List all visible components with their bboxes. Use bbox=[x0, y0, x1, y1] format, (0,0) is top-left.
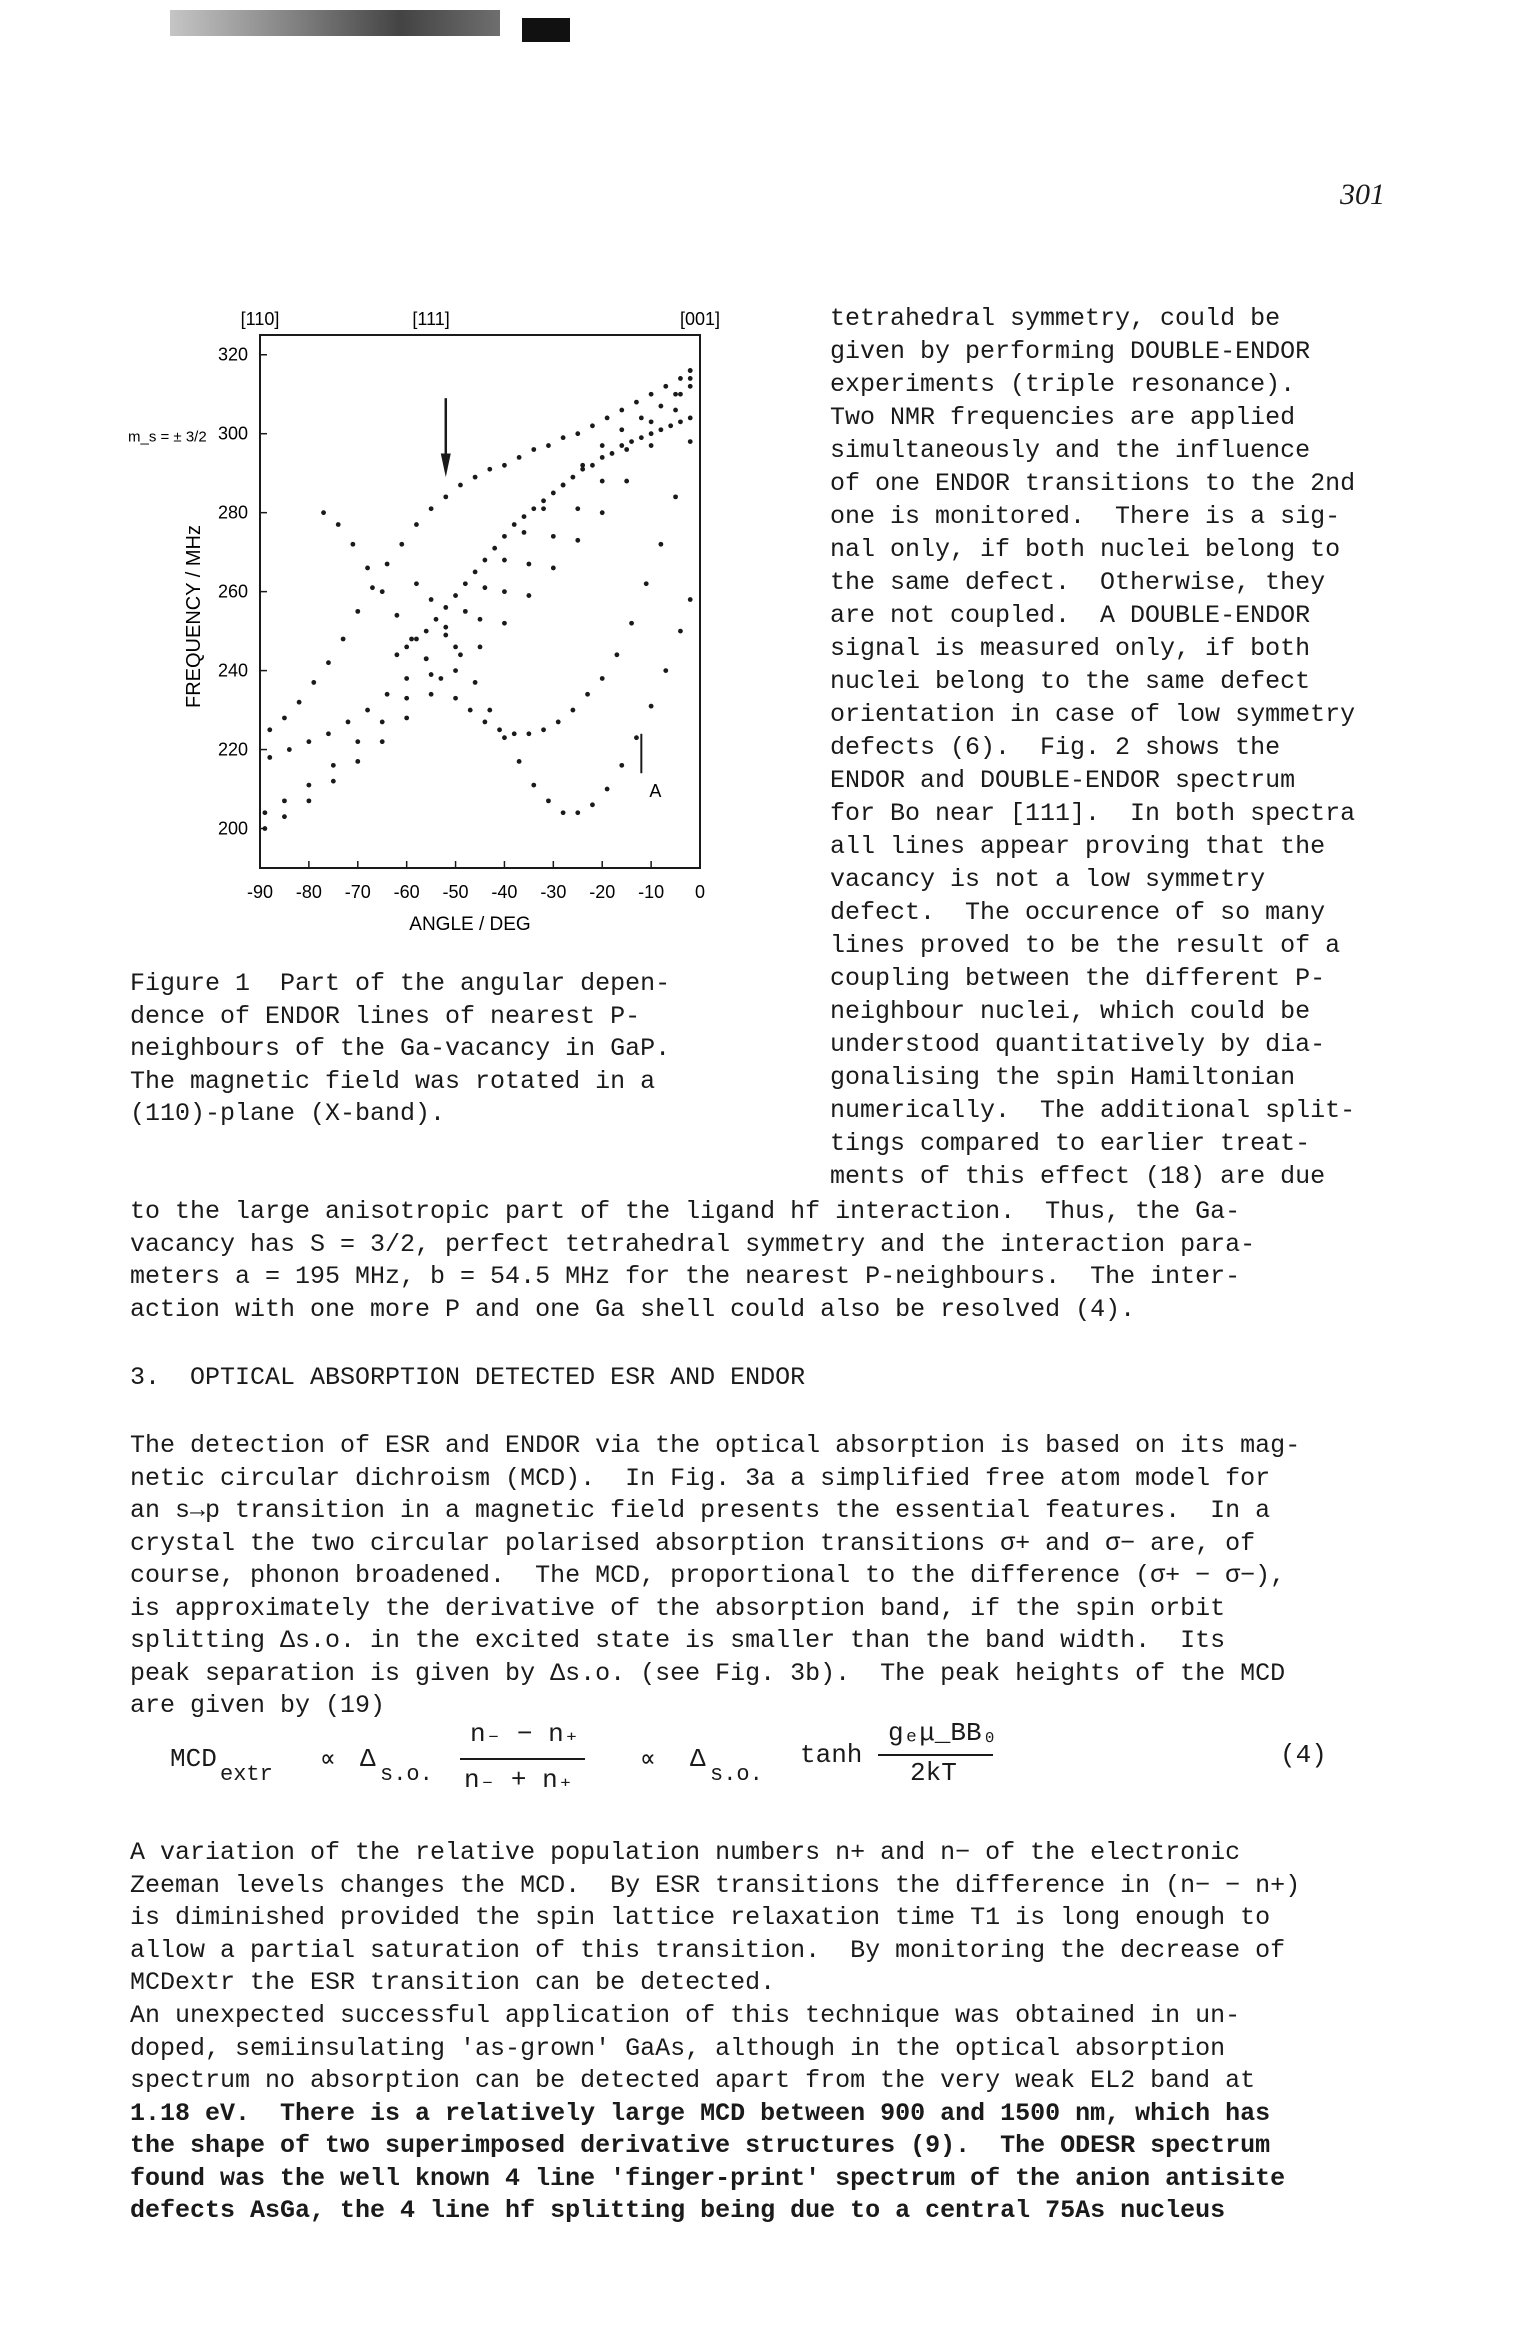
data-point bbox=[561, 435, 566, 440]
data-point bbox=[282, 716, 287, 721]
data-point bbox=[600, 676, 605, 681]
y-tick-label: 300 bbox=[217, 423, 248, 444]
text-line: defect. The occurence of so many bbox=[830, 898, 1326, 927]
section3-paragraph-1 bbox=[130, 1430, 1430, 1723]
eq-lhs-sub: extr bbox=[220, 1762, 273, 1787]
data-point bbox=[629, 621, 634, 626]
crystal-direction-label: [111] bbox=[412, 309, 450, 329]
data-point bbox=[355, 609, 360, 614]
data-point bbox=[492, 546, 497, 551]
data-point bbox=[502, 621, 507, 626]
data-point bbox=[429, 597, 434, 602]
page-number: 301 bbox=[1340, 178, 1385, 211]
data-point bbox=[639, 435, 644, 440]
text-line: course, phonon broadened. The MCD, proportional to the difference (σ+ − σ−), bbox=[130, 1561, 1286, 1590]
data-point bbox=[658, 542, 663, 547]
text-line: lines proved to be the result of a bbox=[830, 931, 1341, 960]
ms-label: m_s = ± 3/2 bbox=[128, 428, 207, 446]
data-point bbox=[678, 629, 683, 634]
data-point bbox=[297, 700, 302, 705]
figure-1 bbox=[100, 300, 740, 940]
data-point bbox=[487, 708, 492, 713]
arrow-head bbox=[441, 453, 451, 477]
data-point bbox=[551, 491, 556, 496]
data-point bbox=[414, 522, 419, 527]
eq-prop-1: ∝ bbox=[320, 1745, 336, 1775]
text-line: splitting Δs.o. in the excited state is smaller than the band width. Its bbox=[130, 1626, 1226, 1655]
data-point bbox=[522, 530, 527, 535]
data-point bbox=[634, 400, 639, 405]
text-line: netic circular dichroism (MCD). In Fig. 3a a simplified free atom model for bbox=[130, 1463, 1271, 1493]
data-point bbox=[429, 672, 434, 677]
data-point bbox=[512, 731, 517, 736]
data-point bbox=[326, 660, 331, 665]
eq-number: (4) bbox=[1280, 1740, 1327, 1770]
data-point bbox=[575, 506, 580, 511]
data-point bbox=[575, 810, 580, 815]
data-point bbox=[517, 455, 522, 460]
text-line: allow a partial saturation of this transition. By monitoring the decrease of bbox=[130, 1935, 1286, 1965]
text-line: The detection of ESR and ENDOR via the optical absorption is based on its mag- bbox=[130, 1431, 1301, 1460]
data-point bbox=[497, 727, 502, 732]
eq-tanh: tanh bbox=[800, 1740, 863, 1770]
text-line: doped, semiinsulating 'as-grown' GaAs, although in the optical absorption bbox=[130, 2033, 1226, 2063]
data-point bbox=[438, 676, 443, 681]
data-point bbox=[590, 423, 595, 428]
data-point bbox=[380, 589, 385, 594]
text-line: one is monitored. There is a sig- bbox=[830, 502, 1341, 531]
data-point bbox=[394, 613, 399, 618]
text-line: given by performing DOUBLE-ENDOR bbox=[830, 337, 1311, 366]
data-point bbox=[649, 392, 654, 397]
data-point bbox=[688, 597, 693, 602]
data-point bbox=[458, 652, 463, 657]
text-line: is diminished provided the spin lattice relaxation time T1 is long enough to bbox=[130, 1903, 1271, 1932]
data-point bbox=[619, 408, 624, 413]
data-point bbox=[311, 680, 316, 685]
eq-delta-1: Δ bbox=[360, 1744, 376, 1774]
data-point bbox=[600, 479, 605, 484]
y-tick-label: 280 bbox=[217, 502, 248, 523]
text-line: vacancy has S = 3/2, perfect tetrahedral symmetry and the interaction para- bbox=[130, 1229, 1256, 1259]
data-point bbox=[326, 731, 331, 736]
eq-prop-2: ∝ bbox=[640, 1745, 656, 1775]
data-point bbox=[531, 783, 536, 788]
caption-line: dence of ENDOR lines of nearest P- bbox=[130, 1001, 641, 1031]
x-tick-label: -20 bbox=[589, 882, 616, 902]
eq-delta-2-sub: s.o. bbox=[710, 1762, 763, 1787]
y-tick-label: 320 bbox=[217, 344, 248, 365]
data-point bbox=[482, 558, 487, 563]
crystal-direction-label: [110] bbox=[240, 309, 280, 329]
data-point bbox=[394, 652, 399, 657]
data-point bbox=[424, 629, 429, 634]
data-point bbox=[385, 562, 390, 567]
eq-lhs: MCD bbox=[170, 1744, 217, 1774]
text-line: for Bo near [111]. In both spectra bbox=[830, 799, 1356, 828]
text-line: the shape of two superimposed derivative structures (9). The ODESR spectrum bbox=[130, 2131, 1271, 2160]
data-point bbox=[649, 443, 654, 448]
data-point bbox=[443, 633, 448, 638]
marker-a-label: A bbox=[649, 780, 662, 801]
text-line: orientation in case of low symmetry bbox=[830, 700, 1356, 729]
text-line: tetrahedral symmetry, could be bbox=[830, 304, 1281, 333]
data-point bbox=[404, 716, 409, 721]
text-line: peak separation is given by Δs.o. (see Fig. 3b). The peak heights of the MCD bbox=[130, 1658, 1286, 1688]
data-point bbox=[541, 727, 546, 732]
data-point bbox=[663, 384, 668, 389]
data-point bbox=[678, 376, 683, 381]
y-tick-label: 260 bbox=[217, 581, 248, 602]
data-point bbox=[262, 826, 267, 831]
text-line: are not coupled. A DOUBLE-ENDOR bbox=[830, 601, 1311, 630]
text-line: ENDOR and DOUBLE-ENDOR spectrum bbox=[830, 766, 1296, 795]
eq-frac1-bar bbox=[460, 1758, 585, 1760]
section3-paragraph-3 bbox=[130, 2000, 1430, 2228]
data-point bbox=[502, 558, 507, 563]
data-point bbox=[590, 463, 595, 468]
caption-line: Figure 1 Part of the angular depen- bbox=[130, 969, 671, 998]
data-point bbox=[678, 419, 683, 424]
data-point bbox=[482, 585, 487, 590]
data-point bbox=[678, 392, 683, 397]
text-line: vacancy is not a low symmetry bbox=[830, 865, 1266, 894]
caption-line: (110)-plane (X-band). bbox=[130, 1099, 446, 1128]
y-tick-label: 220 bbox=[217, 739, 248, 760]
data-point bbox=[649, 704, 654, 709]
data-point bbox=[414, 581, 419, 586]
text-line: defects AsGa, the 4 line hf splitting being due to a central 75As nucleus bbox=[130, 2196, 1226, 2225]
text-line: neighbour nuclei, which could be bbox=[830, 997, 1311, 1026]
data-point bbox=[561, 483, 566, 488]
text-line: numerically. The additional split- bbox=[830, 1096, 1356, 1125]
data-point bbox=[561, 810, 566, 815]
data-point bbox=[443, 625, 448, 630]
data-point bbox=[629, 439, 634, 444]
data-point bbox=[380, 739, 385, 744]
data-point bbox=[502, 534, 507, 539]
data-point bbox=[619, 427, 624, 432]
data-point bbox=[287, 747, 292, 752]
data-point bbox=[331, 779, 336, 784]
data-point bbox=[575, 431, 580, 436]
text-line: MCDextr the ESR transition can be detected. bbox=[130, 1968, 776, 1997]
continuation-paragraph bbox=[130, 1196, 1430, 1326]
x-axis-label: ANGLE / DEG bbox=[409, 914, 531, 935]
figure-1-chart bbox=[100, 300, 740, 940]
text-line: are given by (19) bbox=[130, 1691, 386, 1720]
data-point bbox=[605, 416, 610, 421]
data-point bbox=[551, 534, 556, 539]
data-point bbox=[453, 668, 458, 673]
text-line: gonalising the spin Hamiltonian bbox=[830, 1063, 1296, 1092]
text-line: A variation of the relative population numbers n+ and n− of the electronic bbox=[130, 1838, 1241, 1867]
data-point bbox=[531, 447, 536, 452]
eq-frac1-denominator: n₋ + n₊ bbox=[464, 1765, 574, 1795]
text-line: Two NMR frequencies are applied bbox=[830, 403, 1296, 432]
caption-line: The magnetic field was rotated in a bbox=[130, 1066, 656, 1096]
data-point bbox=[399, 542, 404, 547]
caption-line: neighbours of the Ga-vacancy in GaP. bbox=[130, 1034, 671, 1063]
text-line: to the large anisotropic part of the ligand hf interaction. Thus, the Ga- bbox=[130, 1197, 1241, 1226]
data-point bbox=[531, 506, 536, 511]
data-point bbox=[526, 562, 531, 567]
data-point bbox=[502, 463, 507, 468]
data-point bbox=[624, 479, 629, 484]
data-point bbox=[556, 720, 561, 725]
x-tick-label: -30 bbox=[540, 882, 567, 902]
eq-frac1-numerator: n₋ − n₊ bbox=[470, 1719, 580, 1749]
text-line: the same defect. Otherwise, they bbox=[830, 568, 1326, 597]
data-point bbox=[306, 783, 311, 788]
y-tick-label: 200 bbox=[217, 818, 248, 839]
data-point bbox=[487, 467, 492, 472]
x-tick-label: -50 bbox=[442, 882, 469, 902]
data-point bbox=[453, 696, 458, 701]
x-tick-label: -90 bbox=[246, 882, 274, 902]
equation-4 bbox=[170, 1718, 1410, 1818]
data-point bbox=[502, 735, 507, 740]
data-point bbox=[282, 814, 287, 819]
data-point bbox=[688, 376, 693, 381]
data-point bbox=[478, 617, 483, 622]
data-point bbox=[414, 637, 419, 642]
x-tick-label: -40 bbox=[491, 882, 518, 902]
data-point bbox=[546, 443, 551, 448]
text-line: signal is measured only, if both bbox=[830, 634, 1311, 663]
data-point bbox=[541, 498, 546, 503]
data-point bbox=[262, 810, 267, 815]
text-line: simultaneously and the influence bbox=[830, 436, 1311, 465]
eq-delta-2: Δ bbox=[690, 1744, 706, 1774]
data-point bbox=[551, 566, 556, 571]
data-point bbox=[570, 708, 575, 713]
data-point bbox=[267, 727, 272, 732]
data-point bbox=[526, 593, 531, 598]
x-tick-label: -80 bbox=[295, 882, 322, 902]
y-axis-label: FREQUENCY / MHz bbox=[183, 525, 205, 708]
section-heading: 3. OPTICAL ABSORPTION DETECTED ESR AND ENDOR bbox=[130, 1363, 806, 1392]
data-point bbox=[482, 720, 487, 725]
section3-paragraph-2 bbox=[130, 1837, 1430, 2000]
data-point bbox=[649, 419, 654, 424]
data-point bbox=[580, 467, 585, 472]
data-point bbox=[321, 510, 326, 515]
x-tick-label: -70 bbox=[344, 882, 371, 902]
data-point bbox=[434, 617, 439, 622]
data-point bbox=[673, 408, 678, 413]
eq-delta-1-sub: s.o. bbox=[380, 1762, 433, 1787]
eq-frac2-denominator: 2kT bbox=[910, 1758, 957, 1788]
data-point bbox=[658, 404, 663, 409]
x-tick-label: 0 bbox=[694, 882, 706, 902]
data-point bbox=[570, 475, 575, 480]
data-point bbox=[350, 542, 355, 547]
text-line: all lines appear proving that the bbox=[830, 832, 1326, 861]
figure-1-caption bbox=[130, 968, 770, 1131]
scan-artifact-blob bbox=[522, 18, 570, 42]
data-point bbox=[385, 692, 390, 697]
data-point bbox=[644, 581, 649, 586]
data-point bbox=[590, 802, 595, 807]
data-point bbox=[443, 605, 448, 610]
data-point bbox=[634, 735, 639, 740]
data-point bbox=[463, 609, 468, 614]
y-tick-label: 240 bbox=[217, 660, 248, 681]
data-point bbox=[600, 455, 605, 460]
data-point bbox=[365, 708, 370, 713]
data-point bbox=[453, 645, 458, 650]
data-point bbox=[282, 798, 287, 803]
data-point bbox=[624, 447, 629, 452]
data-point bbox=[453, 593, 458, 598]
data-point bbox=[336, 522, 341, 527]
data-point bbox=[409, 637, 414, 642]
data-point bbox=[575, 538, 580, 543]
text-line: nal only, if both nuclei belong to bbox=[830, 535, 1341, 564]
text-line: an s→p transition in a magnetic field presents the essential features. In a bbox=[130, 1496, 1271, 1525]
data-point bbox=[658, 427, 663, 432]
data-point bbox=[355, 739, 360, 744]
crystal-direction-label: [001] bbox=[679, 309, 721, 329]
data-point bbox=[619, 443, 624, 448]
data-point bbox=[585, 692, 590, 697]
data-point bbox=[424, 656, 429, 661]
data-point bbox=[673, 494, 678, 499]
text-line: coupling between the different P- bbox=[830, 964, 1326, 993]
plot-frame bbox=[260, 335, 700, 868]
eq-frac2-numerator: gₑμ_BB₀ bbox=[888, 1718, 998, 1748]
data-point bbox=[619, 763, 624, 768]
data-point bbox=[429, 506, 434, 511]
data-point bbox=[673, 392, 678, 397]
data-point bbox=[473, 680, 478, 685]
data-point bbox=[458, 483, 463, 488]
data-point bbox=[688, 368, 693, 373]
x-tick-label: -60 bbox=[393, 882, 420, 902]
data-point bbox=[468, 708, 473, 713]
scan-artifact-strip bbox=[170, 10, 500, 36]
data-point bbox=[355, 759, 360, 764]
text-line: is approximately the derivative of the absorption band, if the spin orbit bbox=[130, 1593, 1226, 1623]
data-point bbox=[502, 589, 507, 594]
data-point bbox=[600, 443, 605, 448]
data-point bbox=[610, 451, 615, 456]
data-point bbox=[404, 676, 409, 681]
data-point bbox=[473, 569, 478, 574]
data-point bbox=[346, 720, 351, 725]
data-point bbox=[341, 637, 346, 642]
text-line: of one ENDOR transitions to the 2nd bbox=[830, 469, 1356, 498]
text-line: ments of this effect (18) are due bbox=[830, 1162, 1326, 1191]
text-line: nuclei belong to the same defect bbox=[830, 667, 1311, 696]
text-line: An unexpected successful application of this technique was obtained in un- bbox=[130, 2001, 1241, 2030]
eq-frac2-bar bbox=[878, 1754, 993, 1756]
text-line: understood quantitatively by dia- bbox=[830, 1030, 1326, 1059]
data-point bbox=[365, 566, 370, 571]
data-point bbox=[522, 514, 527, 519]
data-point bbox=[688, 384, 693, 389]
text-line: crystal the two circular polarised absorption transitions σ+ and σ− are, of bbox=[130, 1528, 1256, 1558]
data-point bbox=[306, 798, 311, 803]
data-point bbox=[404, 645, 409, 650]
data-point bbox=[443, 494, 448, 499]
text-line: experiments (triple resonance). bbox=[830, 370, 1296, 399]
data-point bbox=[668, 423, 673, 428]
data-point bbox=[429, 692, 434, 697]
data-point bbox=[463, 581, 468, 586]
data-point bbox=[688, 416, 693, 421]
data-point bbox=[526, 731, 531, 736]
data-point bbox=[512, 522, 517, 527]
data-point bbox=[605, 787, 610, 792]
data-point bbox=[380, 720, 385, 725]
text-line: defects (6). Fig. 2 shows the bbox=[830, 733, 1281, 762]
text-line: action with one more P and one Ga shell could also be resolved (4). bbox=[130, 1294, 1136, 1324]
text-line: Zeeman levels changes the MCD. By ESR transitions the difference in (n− − n+) bbox=[130, 1870, 1301, 1900]
data-point bbox=[688, 439, 693, 444]
data-point bbox=[478, 645, 483, 650]
right-column-text bbox=[830, 302, 1430, 1193]
data-point bbox=[663, 668, 668, 673]
data-point bbox=[546, 798, 551, 803]
data-point bbox=[649, 431, 654, 436]
data-point bbox=[639, 416, 644, 421]
text-line: tings compared to earlier treat- bbox=[830, 1129, 1311, 1158]
data-point bbox=[404, 696, 409, 701]
text-line: 1.18 eV. There is a relatively large MCD between 900 and 1500 nm, which has bbox=[130, 2098, 1271, 2128]
data-point bbox=[541, 506, 546, 511]
data-point bbox=[517, 759, 522, 764]
data-point bbox=[331, 763, 336, 768]
data-point bbox=[370, 585, 375, 590]
text-line: meters a = 195 MHz, b = 54.5 MHz for the nearest P-neighbours. The inter- bbox=[130, 1262, 1241, 1291]
x-tick-label: -10 bbox=[638, 882, 665, 902]
text-line: found was the well known 4 line 'finger-print' spectrum of the anion antisite bbox=[130, 2163, 1286, 2193]
data-point bbox=[473, 475, 478, 480]
text-line: spectrum no absorption can be detected apart from the very weak EL2 band at bbox=[130, 2066, 1256, 2095]
data-point bbox=[267, 755, 272, 760]
data-point bbox=[600, 510, 605, 515]
data-point bbox=[306, 739, 311, 744]
data-point bbox=[614, 652, 619, 657]
